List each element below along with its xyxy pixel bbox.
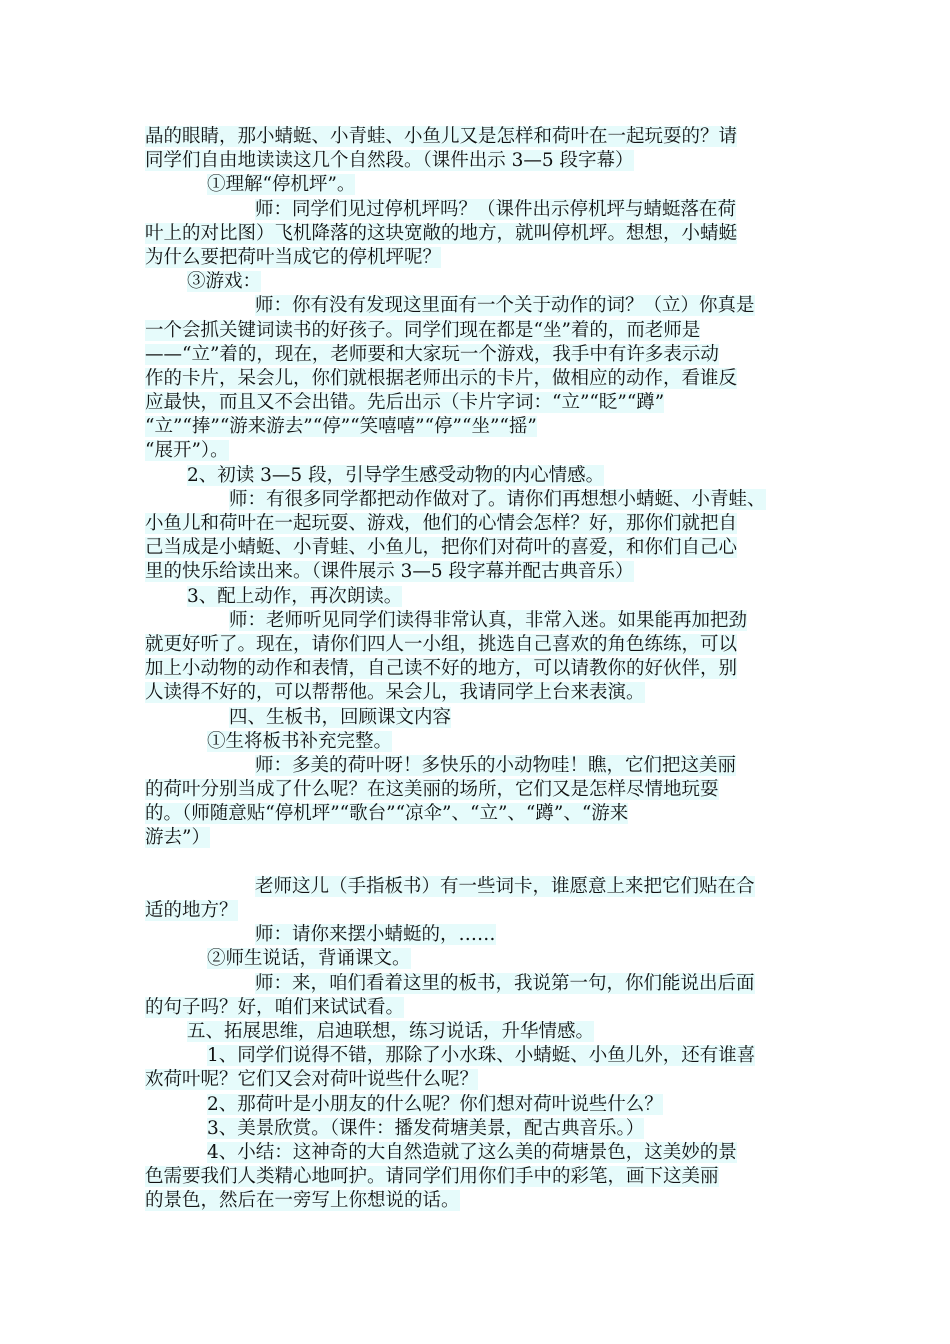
- text-line: [145, 1189, 810, 1213]
- text-line: [145, 657, 810, 681]
- line-text: ①理解“停机坪”。: [207, 174, 356, 196]
- line-text: 作的卡片，呆会儿，你们就根据老师出示的卡片，做相应的动作，看谁反: [145, 367, 738, 389]
- line-text: 色需要我们人类精心地呵护。请同学们用你们手中的彩笔，画下这美丽: [145, 1166, 719, 1188]
- line-text: 师：同学们见过停机坪吗？（课件出示停机坪与蜻蜓落在荷: [255, 198, 737, 220]
- text-line: [145, 125, 810, 149]
- line-text: 小鱼儿和荷叶在一起玩耍、游戏，他们的心情会怎样？好，那你们就把自: [145, 513, 738, 534]
- text-line: [145, 319, 810, 343]
- text-line: [145, 198, 810, 222]
- text-line: [145, 270, 810, 294]
- line-text: 应最快，而且又不会出错。先后出示（卡片字词：“立”“眨”“蹲”: [145, 392, 665, 414]
- text-line: [145, 947, 810, 971]
- line-text: 的。（师随意贴“停机坪”“歌台”“凉伞”、“立”、“蹲”、“游来: [145, 803, 629, 825]
- line-text: 五、拓展思维，启迪联想，练习说话，升华情感。: [187, 1020, 595, 1042]
- text-line: [145, 149, 810, 173]
- line-text: 己当成是小蜻蜓、小青蛙、小鱼儿，把你们对荷叶的喜爱，和你们自己心: [145, 537, 738, 559]
- text-line: [145, 1141, 810, 1165]
- line-text: 一个会抓关键词读书的好孩子。同学们现在都是“坐”着的，而老师是: [145, 319, 701, 341]
- line-text: 叶上的对比图）飞机降落的这块宽敞的地方，就叫停机坪。想想，小蜻蜓: [145, 222, 738, 244]
- line-text: 2、初读 3—5 段，引导学生感受动物的内心情感。: [187, 464, 605, 486]
- line-text: 3、配上动作，再次朗读。: [187, 585, 403, 607]
- line-text: 师：你有没有发现这里面有一个关于动作的词？（立）你真是: [255, 295, 755, 317]
- text-line: [145, 1165, 810, 1189]
- line-text: “立”“捧”“游来游去”“停”“笑嘻嘻”“停”“坐”“摇”: [145, 416, 537, 438]
- text-line: [145, 1068, 810, 1092]
- text-line: [145, 633, 810, 657]
- line-text: 的景色，然后在一旁写上你想说的话。: [145, 1190, 460, 1212]
- line-text: ——“立”着的，现在，老师要和大家玩一个游戏，我手中有许多表示动: [145, 343, 719, 365]
- document-page: [145, 125, 810, 1213]
- text-line: [145, 1093, 810, 1117]
- text-line: [145, 391, 810, 415]
- line-text: 四、生板书，回顾课文内容: [229, 706, 452, 728]
- text-line: [145, 464, 810, 488]
- line-text: 师：请你来摆小蜻蜓的，……: [255, 924, 496, 946]
- line-text: 就更好听了。现在，请你们四人一小组，挑选自己喜欢的角色练练，可以: [145, 633, 738, 655]
- text-line: [145, 778, 810, 802]
- text-line: [145, 222, 810, 246]
- text-line: [145, 754, 810, 778]
- line-text: 师：来，咱们看着这里的板书，我说第一句，你们能说出后面: [255, 972, 755, 994]
- text-line: [145, 294, 810, 318]
- text-line: [145, 585, 810, 609]
- text-line: [145, 706, 810, 730]
- text-line: [145, 826, 810, 850]
- text-line: [145, 488, 810, 512]
- line-text: 为什么要把荷叶当成它的停机坪呢？: [145, 246, 442, 268]
- text-line: [145, 923, 810, 947]
- text-line: [145, 439, 810, 463]
- line-text: 晶的眼睛，那小蜻蜓、小青蛙、小鱼儿又是怎样和荷叶在一起玩耍的？请: [145, 126, 738, 147]
- text-line: [145, 343, 810, 367]
- text-line: [145, 730, 810, 754]
- text-line: [145, 802, 810, 826]
- text-line: [145, 996, 810, 1020]
- line-text: 欢荷叶呢？它们又会对荷叶说些什么呢？: [145, 1069, 479, 1091]
- line-text: ③游戏：: [187, 271, 262, 293]
- text-line: [145, 609, 810, 633]
- text-line: [145, 536, 810, 560]
- line-text: 4、小结：这神奇的大自然造就了这么美的荷塘景色，这美妙的景: [207, 1141, 737, 1163]
- line-text: 老师这儿（手指板书）有一些词卡，谁愿意上来把它们贴在合: [255, 875, 755, 897]
- line-text: ①生将板书补充完整。: [207, 730, 393, 752]
- line-text: 2、那荷叶是小朋友的什么呢？你们想对荷叶说些什么？: [207, 1093, 663, 1115]
- text-line: [145, 1044, 810, 1068]
- text-line: [145, 1117, 810, 1141]
- text-line: [145, 681, 810, 705]
- line-text: 3、美景欣赏。（课件：播发荷塘美景，配古典音乐。）: [207, 1117, 645, 1139]
- text-line: [145, 173, 810, 197]
- text-line: [145, 560, 810, 584]
- line-text: 的荷叶分别当成了什么呢？在这美丽的场所，它们又是怎样尽情地玩耍: [145, 779, 719, 801]
- line-text: 加上小动物的动作和表情，自己读不好的地方，可以请教你的好伙伴，别: [145, 658, 738, 680]
- line-text: 同学们自由地读读这几个自然段。（课件出示 3—5 段字幕）: [145, 150, 634, 172]
- line-text: 里的快乐给读出来。（课件展示 3—5 段字幕并配古典音乐）: [145, 561, 634, 583]
- text-line: [145, 972, 810, 996]
- text-line: [145, 899, 810, 923]
- line-text: 人读得不好的，可以帮帮他。呆会儿，我请同学上台来表演。: [145, 682, 645, 704]
- line-text: 师：老师听见同学们读得非常认真，非常入迷。如果能再加把劲: [229, 609, 748, 631]
- line-text: 1、同学们说得不错，那除了小水珠、小蜻蜓、小鱼儿外，还有谁喜: [207, 1045, 756, 1067]
- text-line: [145, 512, 810, 536]
- text-line: [145, 851, 810, 875]
- text-line: [145, 875, 810, 899]
- line-text: ②师生说话，背诵课文。: [207, 948, 411, 970]
- line-text: “展开”）。: [145, 440, 229, 462]
- line-text: 的句子吗？好，咱们来试试看。: [145, 996, 405, 1018]
- line-text: 师：多美的荷叶呀！多快乐的小动物哇！瞧，它们把这美丽: [255, 754, 737, 776]
- text-line: [145, 246, 810, 270]
- text-line: [145, 367, 810, 391]
- text-line: [145, 1020, 810, 1044]
- line-text: 师：有很多同学都把动作做对了。请你们再想想小蜻蜓、小青蛙、: [229, 488, 766, 510]
- text-line: [145, 415, 810, 439]
- line-text: 游去”）: [145, 827, 210, 849]
- line-text: 适的地方？: [145, 900, 238, 921]
